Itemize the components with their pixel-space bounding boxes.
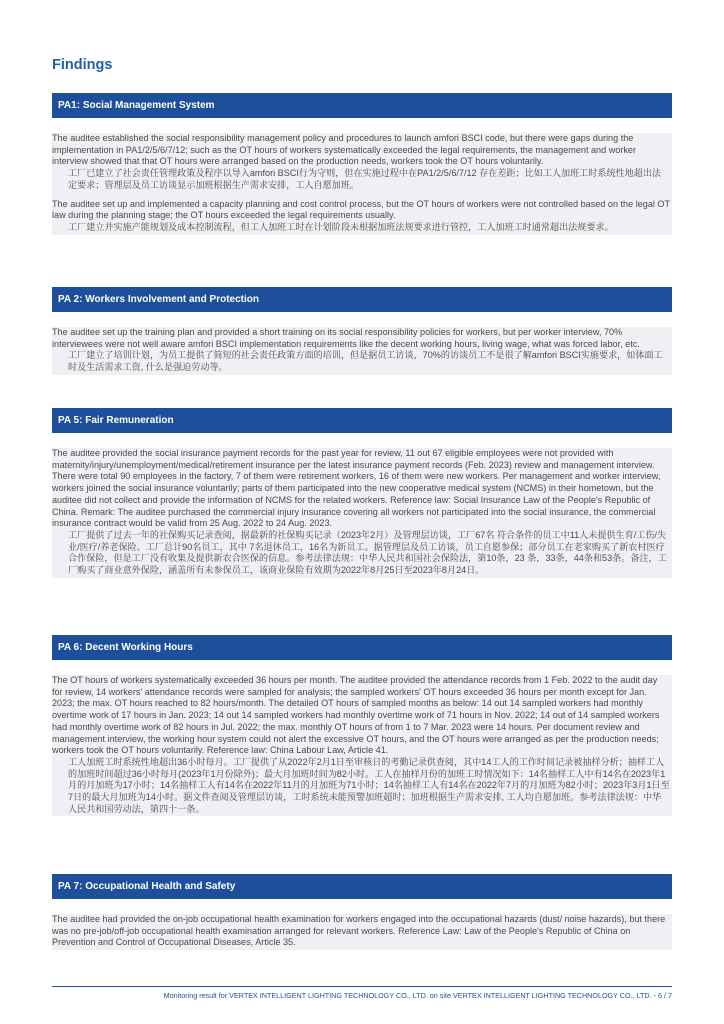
finding-text-en: The auditee established the social responsibility management policy and procedures to launch amfori BSCI code, but there were gaps during the implementation in PA1/2/5/6/7/12; such as the OT hours of workers systematically exceeded the legal requirements, the management and worker interview showed that that OT hours were arranged based on the production needs, workers took the OT hours voluntarily. (52, 133, 636, 167)
finding-text-zh: 工厂提供了过去一年的社保购买记录查阅，据最新的社保购买记录（2023年2月）及管理层访谈，工厂67名 符合条件的员工中11人未提供生育/工伤/失业/医疗/养老保险。工厂总计90名员工，其中 7名退休员工，16名为新员工。据管理层及员工访谈，员工自愿参保；部分员工在老家购买了新农村医疗合作保险，但是工厂没有收集及提供新农合医保的信息。参考法律法规：中华人民共和国社会保险法，第10条，23 条，33条，44条和53条。备注，工厂购买了商业意外保险，涵盖所有未参保员工，该商业保险有效期为2022年8月25日至2023年8月24日。 (68, 529, 667, 576)
finding-text-en: The auditee had provided the on-job occupational health examination for workers engaged into the occupational hazards (dust/ noise hazards), but there was no pre-job/off-job occupational health examination arranged for relevant workers. Reference Law: Law of the People's Republic of China on Prevention and Control of Occupational Diseases, Article 35. (52, 914, 666, 948)
section-body (52, 914, 672, 950)
section-pa5 (52, 408, 672, 578)
section-header: PA 2: Workers Involvement and Protection (52, 287, 672, 312)
section-pa1 (52, 93, 672, 235)
footer-divider (52, 986, 672, 987)
section-pa6 (52, 635, 672, 816)
finding-text-zh: 工人加班工时系统性地超出36小时每月。工厂提供了从2022年2月1日至审核日的考勤记录供查阅，其中14工人的工作时间记录被抽样分析；抽样工人的加班时间超过36小时每月(2023年1月份除外)；最大月加班时间为82小时。工人在抽样月份的加班工时情况如下：14名抽样工人中有14名在2023年1月的月加班为17小时；14名抽样工人有14名在2022年11月的月加班为71小时；14名抽样工人有14名在2022年7月的月加班为82小时；2023年3月1日至7日的最大月加班为14小时。据文件查阅及管理层访谈，工时系统未能预警加班超时；加班根据生产需求安排, 工人均自愿加班。参考法律法规：中华人民共和国劳动法，第四十一条。 (68, 756, 670, 814)
finding-text-en: The auditee set up the training plan and provided a short training on its social responsibility policies for workers, but per worker interview, 70% interviewees were not well aware amfori BSCI implementation requirements like the decent working hours, living wage, what was forced labor, etc. (52, 327, 640, 349)
finding-text-en: The OT hours of workers systematically exceeded 36 hours per month. The auditee provided the attendance records from 1 Feb. 2022 to the audit day for review, 14 workers' attendance records were sampled for analysis; the sampled workers' OT hours exceeded 36 hours per month except for Jan. 2023; the max. OT hours reached to 82 hours/month. The detailed OT hours of sampled months as below: 14 out 14 sampled workers had monthly overtime work of 17 hours in Jan. 2023; 14 out 14 sampled workers had monthly overtime work of 71 hours in Nov. 2022; 14 out of 14 sampled workers had monthly overtime work of 82 hours in Jul. 2022; the max. monthly OT hours of from 1 to 7 Mar. 2023 were 14 hours. Per document review and management interview, the working hour system could not alert the excessive OT hours, and the OT hours were arranged as per the production needs; workers took the OT hours voluntarily. Reference law: China Labour Law, Article 41. (52, 675, 660, 756)
section-pa7 (52, 874, 672, 950)
section-body (52, 448, 672, 578)
finding-text-en: The auditee set up and implemented a capacity planning and cost control process, but the OT hours of workers were not controlled based on the legal OT law during the planning stage; the OT hours exceeded the legal requirements usually. (52, 198, 670, 221)
section-body (52, 675, 672, 816)
section-header: PA1: Social Management System (52, 93, 672, 118)
finding-text-en: The auditee provided the social insurance payment records for the past year for review, 11 out 67 eligible employees were not provided with maternity/injury/unemployment/medical/retirement insurance per the latest insurance payment records (Feb. 2023) review and management interview. There were total 90 employees in the factory, 7 of them were retirement workers, 16 of them were new workers. Per management and worker interview, workers joined the social insurance voluntarily; parts of them participated into the new cooperative medical system (NCMS) in their hometown, but the auditee did not collect and provide the information of NCMS for the related workers. Reference law: Social Insurance Law of the People's Republic of China. Remark: The auditee purchased the commercial injury insurance covering all workers not participated into the social insurance, the commercial insurance contract would be valid from 25 Aug. 2022 to 24 Aug. 2023. (52, 448, 661, 529)
section-body (52, 327, 672, 375)
finding-text-zh: 工厂建立了培训计划，为员工提供了简短的社会责任政策方面的培训，但是据员工访谈，70%的访谈员工不是很了解amfori BSCI实施要求，如体面工时及生活需求工资, 什么是强迫劳动等。 (68, 350, 663, 373)
section-header: PA 7: Occupational Health and Safety (52, 874, 672, 899)
section-header: PA 6: Decent Working Hours (52, 635, 672, 660)
section-body (52, 133, 672, 235)
findings-heading: Findings (52, 57, 113, 73)
section-pa2 (52, 287, 672, 375)
page-footer: Monitoring result for VERTEX INTELLIGENT LIGHTING TECHNOLOGY CO., LTD. on site VERTEX INTELLIGENT LIGHTING TECHNOLOGY CO., LTD. - 6 / 7 (163, 991, 672, 1000)
finding-text-zh: 工厂已建立了社会责任管理政策及程序以导入amfori BSCI行为守则，但在实施过程中在PA1/2/5/6/7/12 存在差距；比如工人加班工时系统性地超出法定要求；管理层及员工访谈显示加班根据生产需求安排，工人自愿加班。 (68, 168, 662, 190)
section-header: PA 5: Fair Remuneration (52, 408, 672, 433)
finding-text-zh: 工厂建立并实施产能规划及成本控制流程，但工人加班工时在计划阶段未根据加班法规要求进行管控，工人加班工时通常超出法规要求。 (68, 221, 614, 232)
